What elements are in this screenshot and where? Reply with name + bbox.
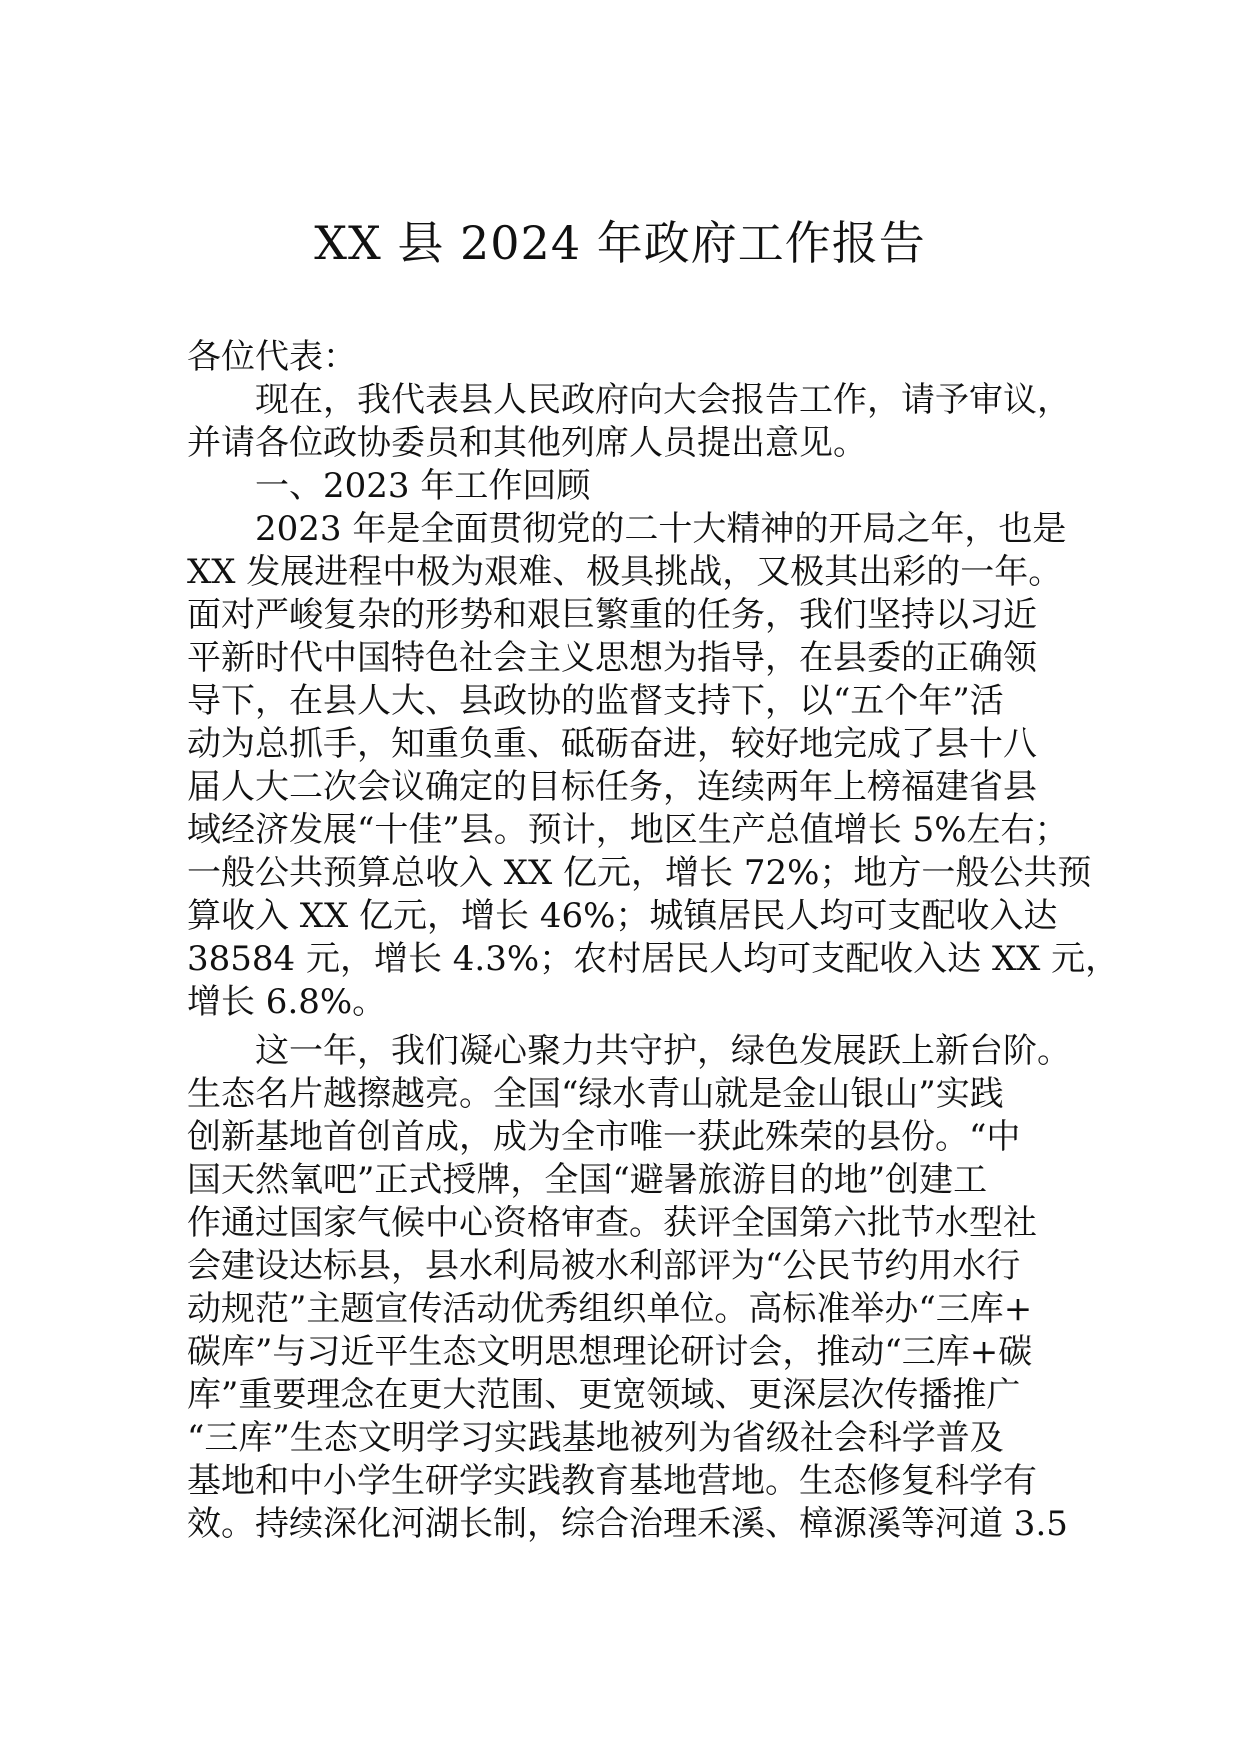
paragraph-line: 并请各位政协委员和其他列席人员提出意见。 [187,423,867,463]
paragraph-line: 库”重要理念在更大范围、更宽领域、更深层次传播推广 [187,1375,1021,1415]
paragraph-line: 增长 6.8%。 [187,982,387,1022]
paragraph-line: 2023 年是全面贯彻党的二十大精神的开局之年，也是 [255,509,1067,549]
paragraph-line: XX 发展进程中极为艰难、极具挑战，又极其出彩的一年。 [187,552,1063,592]
paragraph-line: 动规范”主题宣传活动优秀组织单位。高标准举办“三库+ [187,1289,1033,1329]
paragraph-line: 届人大二次会议确定的目标任务，连续两年上榜福建省县 [187,767,1037,807]
paragraph-line: 这一年，我们凝心聚力共守护，绿色发展跃上新台阶。 [255,1031,1071,1071]
paragraph-line: 动为总抓手，知重负重、砥砺奋进，较好地完成了县十八 [187,724,1037,764]
salutation: 各位代表： [187,337,357,377]
paragraph-line: 一般公共预算总收入 XX 亿元，增长 72%；地方一般公共预 [187,853,1092,893]
document-title: XX 县 2024 年政府工作报告 [314,216,926,270]
paragraph-line: 生态名片越擦越亮。全国“绿水青山就是金山银山”实践 [187,1074,1004,1114]
paragraph-line: 算收入 XX 亿元，增长 46%；城镇居民人均可支配收入达 [187,896,1058,936]
paragraph-line: 面对严峻复杂的形势和艰巨繁重的任务，我们坚持以习近 [187,595,1037,635]
section-heading: 一、2023 年工作回顾 [255,466,591,506]
paragraph-line: 38584 元，增长 4.3%；农村居民人均可支配收入达 XX 元， [187,939,1120,979]
paragraph-line: 作通过国家气候中心资格审查。获评全国第六批节水型社 [187,1203,1037,1243]
paragraph-line: 平新时代中国特色社会主义思想为指导，在县委的正确领 [187,638,1037,678]
paragraph-line: 域经济发展“十佳”县。预计，地区生产总值增长 5%左右； [187,810,1069,850]
paragraph-line: 导下，在县人大、县政协的监督支持下，以“五个年”活 [187,681,1004,721]
paragraph-line: 碳库”与习近平生态文明思想理论研讨会，推动“三库+碳 [187,1332,1033,1372]
paragraph-line: 现在，我代表县人民政府向大会报告工作，请予审议， [255,380,1071,420]
paragraph-line: 创新基地首创首成，成为全市唯一获此殊荣的县份。“中 [187,1117,1021,1157]
paragraph-line: 效。持续深化河湖长制，综合治理禾溪、樟源溪等河道 3.5 [187,1504,1068,1544]
paragraph-line: “三库”生态文明学习实践基地被列为省级社会科学普及 [187,1418,1004,1458]
document-body [187,336,1120,1546]
paragraph-line: 基地和中小学生研学实践教育基地营地。生态修复科学有 [187,1461,1037,1501]
paragraph-line: 会建设达标县，县水利局被水利部评为“公民节约用水行 [187,1246,1021,1286]
paragraph-line: 国天然氧吧”正式授牌，全国“避暑旅游目的地”创建工 [187,1160,988,1200]
